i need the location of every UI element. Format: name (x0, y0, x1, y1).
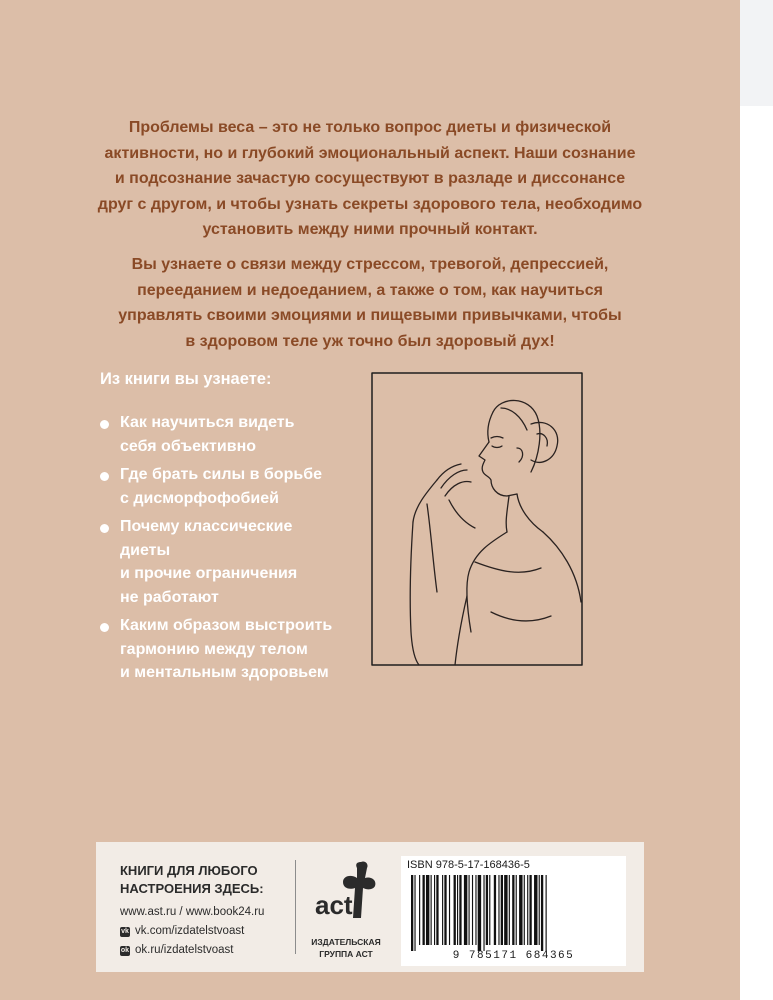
page-right-margin (740, 0, 773, 1000)
paragraph-line: активности, но и глубокий эмоциональный аспект. Наши сознание (104, 144, 636, 162)
list-item-text: Как научиться видеть себя объективно (120, 414, 295, 455)
publisher-name: ИЗДАТЕЛЬСКАЯ ГРУППА АСТ (311, 937, 381, 959)
ast-logo-icon (311, 858, 381, 932)
list-item (100, 463, 340, 510)
barcode-bar (434, 875, 435, 945)
barcode-bar (541, 875, 543, 951)
footer-link-text: www.ast.ru / www.book24.ru (120, 906, 265, 918)
barcode-bar (411, 875, 413, 951)
ok-icon: ok (120, 946, 130, 954)
barcode-bar (436, 875, 438, 945)
barcode-bar (469, 875, 470, 945)
publisher-block (303, 856, 389, 966)
barcode-block (401, 856, 626, 966)
footer-link-vk[interactable] (120, 922, 264, 941)
barcode-bar (431, 875, 432, 945)
description-paragraph-1 (95, 115, 645, 243)
vk-icon: vk (121, 927, 129, 935)
barcode-bar (527, 875, 528, 945)
list-item-text: Почему классические диеты и прочие ограничения не работают (120, 518, 298, 606)
barcode-bar (475, 875, 476, 945)
barcode-bar (419, 875, 420, 945)
paragraph-line: в здоровом теле уж точно был здоровый дух! (185, 332, 555, 350)
bullet-dot-icon (100, 472, 109, 481)
paragraph-line: установить между ними прочный контакт. (202, 221, 538, 238)
barcode-bar (454, 875, 456, 945)
barcode-bar (444, 875, 446, 945)
barcode-bar (516, 875, 517, 945)
bullet-dot-icon (100, 420, 109, 429)
learn-list (100, 411, 340, 690)
barcode-bar (501, 875, 503, 945)
paragraph-line: друг с другом, и чтобы узнать секреты здорового тела, необходимо (97, 195, 643, 213)
paragraph-line: управлять своими эмоциями и пищевыми привычками, чтобы (118, 307, 622, 324)
barcode-bar (486, 875, 488, 945)
footer-heading: КНИГИ ДЛЯ ЛЮБОГО НАСТРОЕНИЯ ЗДЕСЬ: (120, 863, 264, 896)
footer-links (120, 903, 264, 960)
ean-barcode (407, 875, 619, 951)
barcode-bar (478, 875, 481, 951)
barcode-bar (472, 875, 473, 945)
learn-heading: Из книги вы узнаете: (100, 370, 272, 388)
list-item (100, 411, 340, 458)
list-item-text: Где брать силы в борьбе с дисморфофобией (120, 466, 322, 507)
barcode-bar (539, 875, 540, 945)
barcode-bar (483, 875, 484, 951)
barcode-bar (489, 875, 490, 945)
footer-link-ok[interactable] (120, 941, 264, 960)
footer-link-websites[interactable] (120, 903, 264, 922)
footer-divider (295, 860, 296, 954)
description-paragraph-2 (95, 252, 645, 354)
barcode-bar (546, 875, 547, 951)
barcode-bar (426, 875, 429, 945)
paragraph-line: Вы узнаете о связи между стрессом, тревогой, депрессией, (131, 256, 609, 273)
list-item (100, 515, 340, 609)
barcode-bar (512, 875, 514, 945)
barcode-bar (423, 875, 425, 945)
footer-link-text: ok.ru/izdatelstvoast (135, 944, 234, 956)
barcode-bar (498, 875, 499, 945)
barcode-bar (524, 875, 525, 945)
publisher-footer (96, 842, 644, 972)
paragraph-line: и подсознание зачастую сосуществуют в разладе и диссонансе (114, 170, 626, 187)
list-item-text: Каким образом выстроить гармонию между телом и ментальным здоровьем (120, 617, 333, 681)
barcode-bar (509, 875, 510, 945)
barcode-bar (529, 875, 531, 945)
barcode-bar (464, 875, 467, 945)
woman-line-art-illustration (371, 372, 583, 666)
barcode-bar (459, 875, 461, 945)
barcode-bar (442, 875, 443, 945)
barcode-digits: 9 785171 684365 (452, 950, 575, 962)
isbn-label: ISBN 978-5-17-168436-5 (407, 859, 530, 871)
barcode-bar (457, 875, 458, 945)
paragraph-line: Проблемы веса – это не только вопрос диеты и физической (128, 119, 612, 136)
barcode-bar (519, 875, 522, 945)
ast-logo-text: act (315, 890, 353, 920)
list-item (100, 614, 340, 685)
barcode-bar (504, 875, 507, 945)
margin-tab (740, 0, 773, 106)
bullet-dot-icon (100, 623, 109, 632)
bullet-dot-icon (100, 524, 109, 533)
paragraph-line: перееданием и недоеданием, а также о том, как научиться (137, 281, 603, 299)
barcode-bar (534, 875, 537, 945)
barcode-bar (414, 875, 415, 951)
barcode-bar (449, 875, 450, 945)
barcode-bar (494, 875, 496, 945)
footer-link-text: vk.com/izdatelstvoast (135, 925, 245, 937)
